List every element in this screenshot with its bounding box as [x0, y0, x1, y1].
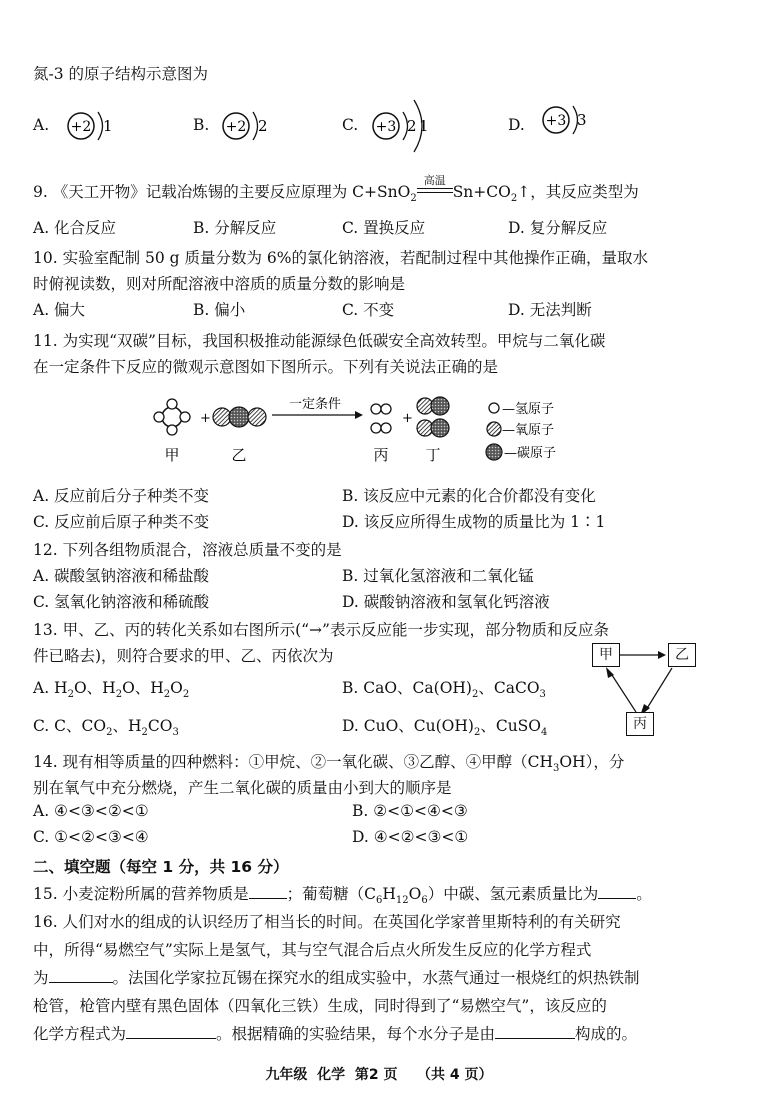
q16-line-2: 中，所得“易燃空气”实际上是氢气，其与空气混合后点火所发生反应的化学方程式 — [33, 941, 592, 959]
q8-c-shell-2: 1 — [419, 117, 429, 135]
q13-option-d: D. CuO、$Cu(OH)_2$、CuSO$_4$ — [342, 717, 548, 738]
q8-option-d-diagram — [538, 96, 598, 146]
condition-label: 一定条件 — [288, 397, 342, 412]
q8-b-shell-1: 2 — [258, 117, 268, 135]
carbon-monoxide-molecules — [417, 397, 449, 437]
q8-option-b-letter: B. — [193, 116, 210, 134]
q8-d-nucleus: +3 — [545, 113, 567, 129]
svg-text:—氧原子: —氧原子 — [502, 423, 555, 438]
q11-line-1: 11. 为实现“双碳”目标，我国积极推动能源绿色低碳安全高效转型。甲烷与二氧化碳 — [33, 332, 606, 350]
q15-line: 15. 小麦淀粉所属的营养物质是 ；葡萄糖$(C_6H_{12}O_6)$中碳、氢元素质量比为 。 — [33, 885, 652, 906]
page-footer: 九年级 化学 第2 页 （共 4 页） — [265, 1067, 493, 1083]
q9-option-c: C. 置换反应 — [342, 219, 426, 237]
q8-d-shell-1: 3 — [577, 111, 587, 129]
q13-line-2: 件已略去)，则符合要求的甲、乙、丙依次为 — [33, 647, 334, 665]
q12-option-b: B. 过氧化氢溶液和二氧化锰 — [342, 567, 534, 585]
q14-line-2: 别在氧气中充分燃烧，产生二氧化碳的质量由小到大的顺序是 — [33, 779, 452, 797]
q16-line-4: 枪管，枪管内壁有黑色固体（四氧化三铁）生成，同时得到了“易燃空气”，该反应的 — [33, 997, 607, 1015]
q13-option-c: C. C、$CO_2$、$H_2CO_3$ — [33, 717, 179, 738]
q10-option-b: B. 偏小 — [193, 301, 246, 319]
label-ding: 丁 — [425, 446, 441, 464]
q10-line-2: 时俯视读数，则对所配溶液中溶质的质量分数的影响是 — [33, 275, 406, 293]
q10-option-a: A. 偏大 — [33, 301, 86, 319]
plus-2: + — [402, 411, 413, 426]
q11-option-a: A. 反应前后分子种类不变 — [33, 487, 210, 505]
q16-blank-1[interactable] — [49, 968, 113, 983]
q14-line-1: 14. 现有相等质量的四种燃料：①甲烷、②一氧化碳、③乙醇、④甲醇$(CH_3OH)$，分 — [33, 753, 625, 774]
hydrogen-molecules — [371, 404, 391, 433]
q15-blank-2[interactable] — [598, 884, 636, 899]
q9-option-b: B. 分解反应 — [193, 219, 277, 237]
q13-option-b: B. CaO、$Ca(OH)_2$、CaCO$_3$ — [342, 679, 546, 700]
q10-option-c: C. 不变 — [342, 301, 395, 319]
q16-line-1: 16. 人们对水的组成的认识经历了相当长的时间。在英国化学家普里斯特利的有关研究 — [33, 913, 621, 931]
q13-line-1: 13. 甲、乙、丙的转化关系如右图所示(“→”表示反应能一步实现，部分物质和反应条 — [33, 621, 609, 639]
q12-stem: 12. 下列各组物质混合，溶液总质量不变的是 — [33, 541, 342, 559]
q16-line-3: 为 。法国化学家拉瓦锡在探究水的组成实验中，水蒸气通过一根烧红的炽热铁制 — [33, 969, 640, 987]
q15-blank-1[interactable] — [249, 884, 287, 899]
q9-reaction-condition: 高温 — [417, 186, 453, 197]
q11-line-2: 在一定条件下反应的微观示意图如下图所示。下列有关说法正确的是 — [33, 358, 499, 376]
q9-stem: 9. 《天工开物》记载冶炼锡的主要反应原理为 C+SnO$_2$ 高温 $Sn+CO_2↑$，其反应类型为 — [33, 174, 639, 204]
q16-blank-3[interactable] — [495, 1024, 575, 1039]
q14-option-c: C. ①<②<③<④ — [33, 828, 149, 846]
q8-c-shell-1: 2 — [407, 117, 417, 135]
q8-option-c-diagram — [368, 94, 448, 156]
svg-text:—氢原子: —氢原子 — [502, 402, 555, 417]
q8-a-nucleus: +2 — [70, 119, 92, 135]
q8-a-shell-1: 1 — [103, 117, 113, 135]
q12-option-c: C. 氢氧化钠溶液和稀硫酸 — [33, 593, 210, 611]
q14-option-b: B. ②<①<④<③ — [352, 802, 468, 820]
q13-transform-diagram — [590, 642, 710, 742]
q8-option-b-diagram — [216, 102, 276, 152]
plus-1: + — [200, 411, 211, 426]
q11-option-d: D. 该反应所得生成物的质量比为 1∶1 — [342, 513, 606, 531]
svg-text:—碳原子: —碳原子 — [504, 446, 557, 461]
q14-option-a: A. ④<③<②<① — [33, 802, 149, 820]
q8-c-nucleus: +3 — [375, 119, 397, 135]
box-jia: 甲 — [592, 643, 620, 667]
q8-option-a-diagram — [62, 102, 122, 152]
q12-option-a: A. 碳酸氢钠溶液和稀盐酸 — [33, 567, 210, 585]
q13-option-a: A. $H_2O$、$H_2O$、$H_2O_2$ — [33, 679, 190, 700]
q12-option-d: D. 碳酸钠溶液和氢氧化钙溶液 — [342, 593, 550, 611]
q14-option-d: D. ④<②<③<① — [352, 828, 469, 846]
q9-option-a: A. 化合反应 — [33, 219, 117, 237]
q8-option-d-letter: D. — [508, 116, 525, 134]
q8-stem-tail: 氮-3 的原子结构示意图为 — [33, 65, 209, 83]
q16-blank-2[interactable] — [126, 1024, 216, 1039]
carbon-dioxide-molecule — [213, 407, 266, 427]
q11-reaction-diagram — [140, 392, 610, 472]
q10-option-d: D. 无法判断 — [508, 301, 592, 319]
atom-legend — [486, 402, 556, 461]
q10-line-1: 10. 实验室配制 50 g 质量分数为 6%的氯化钠溶液，若配制过程中其他操作正确，量取水 — [33, 249, 649, 267]
q8-option-a-letter: A. — [33, 116, 50, 134]
box-bing: 丙 — [626, 712, 654, 736]
methane-molecule — [154, 399, 190, 435]
label-bing: 丙 — [373, 446, 389, 464]
q8-options — [0, 100, 758, 160]
section-heading: 二、填空题（每空 1 分，共 16 分） — [33, 858, 289, 876]
box-yi: 乙 — [668, 643, 696, 667]
q9-option-d: D. 复分解反应 — [508, 219, 608, 237]
q8-b-nucleus: +2 — [225, 119, 247, 135]
q11-option-c: C. 反应前后原子种类不变 — [33, 513, 210, 531]
q11-option-b: B. 该反应中元素的化合价都没有变化 — [342, 487, 596, 505]
label-yi: 乙 — [231, 446, 247, 464]
label-jia: 甲 — [164, 446, 180, 464]
q8-option-c-letter: C. — [342, 116, 359, 134]
q16-line-5: 化学方程式为 。根据精确的实验结果，每个水分子是由 构成的。 — [33, 1025, 638, 1043]
